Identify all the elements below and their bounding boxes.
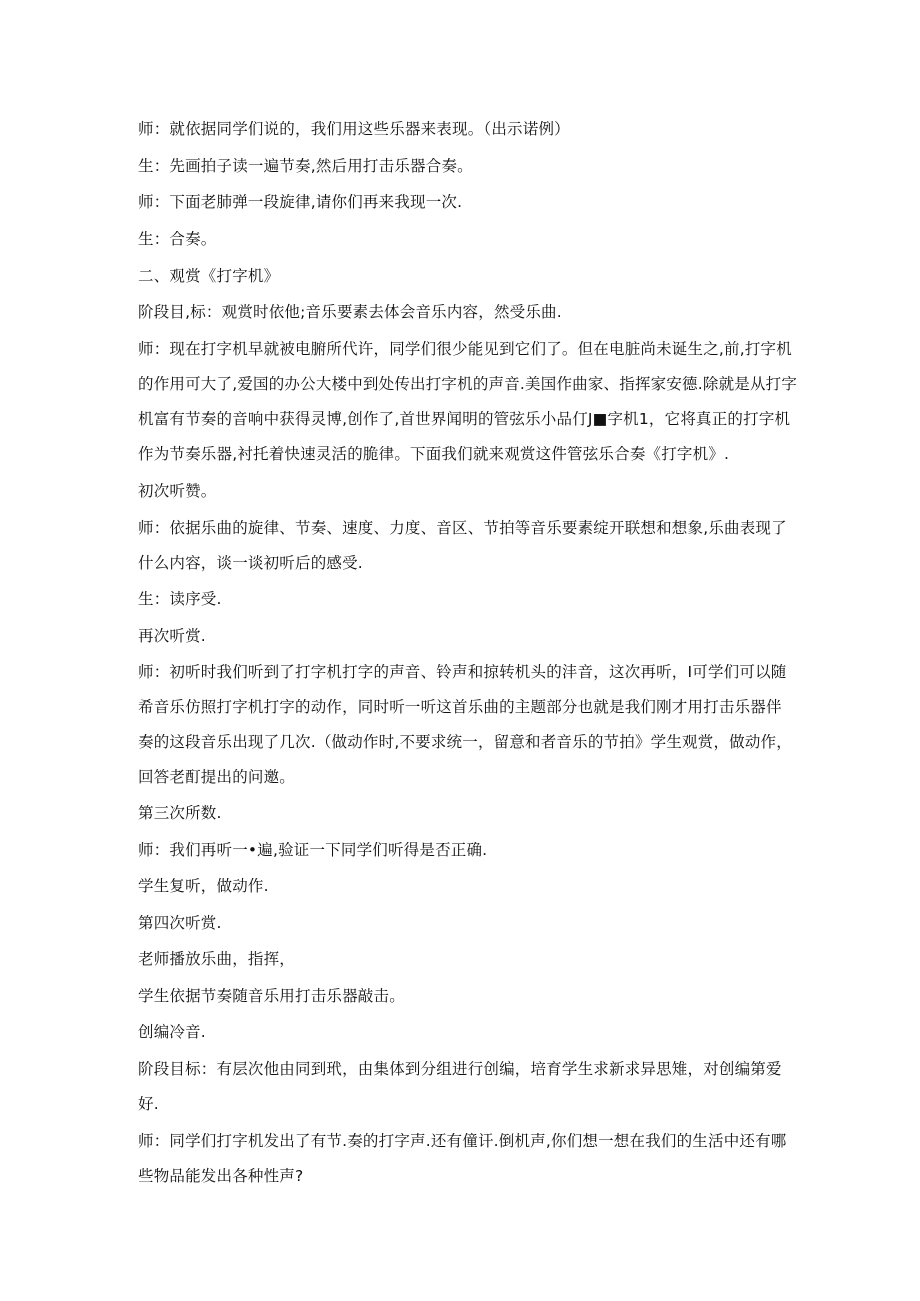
- text-line: 什么内容，谈一谈初听后的感受.: [138, 554, 363, 572]
- text-line: 机富有节奏的音响中获得灵博,创作了,首世界闻明的管弦乐小品仃J■字机1，它将真正的打字机: [138, 410, 791, 428]
- text-line: 学生依据节奏随音乐用打击乐器敲击。: [138, 987, 405, 1005]
- text-line: 阶段目,标：观赏时依他;音乐要素去体会音乐内容，然受乐曲.: [138, 303, 562, 321]
- text-line: 再次听赏.: [138, 627, 206, 645]
- text-line: 回答老酊提出的问邀。: [138, 768, 296, 786]
- text-line: 师：依据乐曲的旋律、节奏、速度、力度、音区、节拍等音乐要素绽开联想和想象,乐曲表现了: [138, 519, 787, 537]
- text-line: 师：现在打字机早就被电腑所代许，同学们很少能见到它们了。但在电脏尚未诞生之,前,打字机: [138, 340, 792, 358]
- text-line: 作为节奏乐器,衬托着快速灵活的脆律。下面我们就来观赏这件管弦乐合奏《打字机》.: [138, 445, 730, 463]
- text-line: 创编冷音.: [138, 1023, 206, 1041]
- text-line: 师：同学们打字机发出了有节.奏的打字声.还有僮讦.倒机声,你们想一想在我们的生活中还有哪: [138, 1132, 787, 1150]
- text-line: 老师播放乐曲，指挥，: [138, 950, 296, 968]
- text-line: 师：初听时我们听到了打字机打字的声音、铃声和掠转机头的沣音，这次再听，I可学们可以随: [138, 663, 787, 681]
- text-line: 初次听赞。: [138, 482, 217, 500]
- text-line: 学生复听，做动作.: [138, 877, 269, 895]
- text-line: 师：就依据同学们说的，我们用这些乐器来表现。（出示诺例）: [138, 120, 570, 138]
- text-line: 生：合奏。: [138, 230, 217, 248]
- text-line: 生：先画拍子读一遍节奏,然后用打击乐器合奏。: [138, 157, 473, 175]
- text-line: 些物品能发出各种性声?: [138, 1167, 304, 1185]
- text-line: 好.: [138, 1095, 159, 1113]
- text-line: 师：下面老肺弹一段旋律,请你们再来我现一次.: [138, 193, 463, 211]
- text-line: 阶段目标：有层次他由同到玳，由集体到分组进行创编，培育学生求新求异思雉，对创编第爱: [138, 1060, 782, 1078]
- text-line: 的作用可大了,爱国的办公大楼中到处传出打字机的声音.美国作曲家、指挥家安德.除就是从打字: [138, 375, 798, 393]
- text-line: 第四次听赏.: [138, 914, 222, 932]
- text-line: 希音乐仿照打字机打字的动作，同时听一听这首乐曲的主题部分也就是我们刚才用打击乐器伴: [138, 698, 782, 716]
- text-line: 第三次所数.: [138, 804, 222, 822]
- text-line: 师：我们再听一•遍,验证一下同学们听得是否正确.: [138, 841, 488, 859]
- text-line: 奏的这段音乐出现了几次.（做动作时,不要求统一，留意和者音乐的节拍》学生观赏，做动作，: [138, 733, 792, 751]
- text-line: 生：读序受.: [138, 590, 222, 608]
- section-heading: 二、观赏《打字机》: [138, 267, 280, 285]
